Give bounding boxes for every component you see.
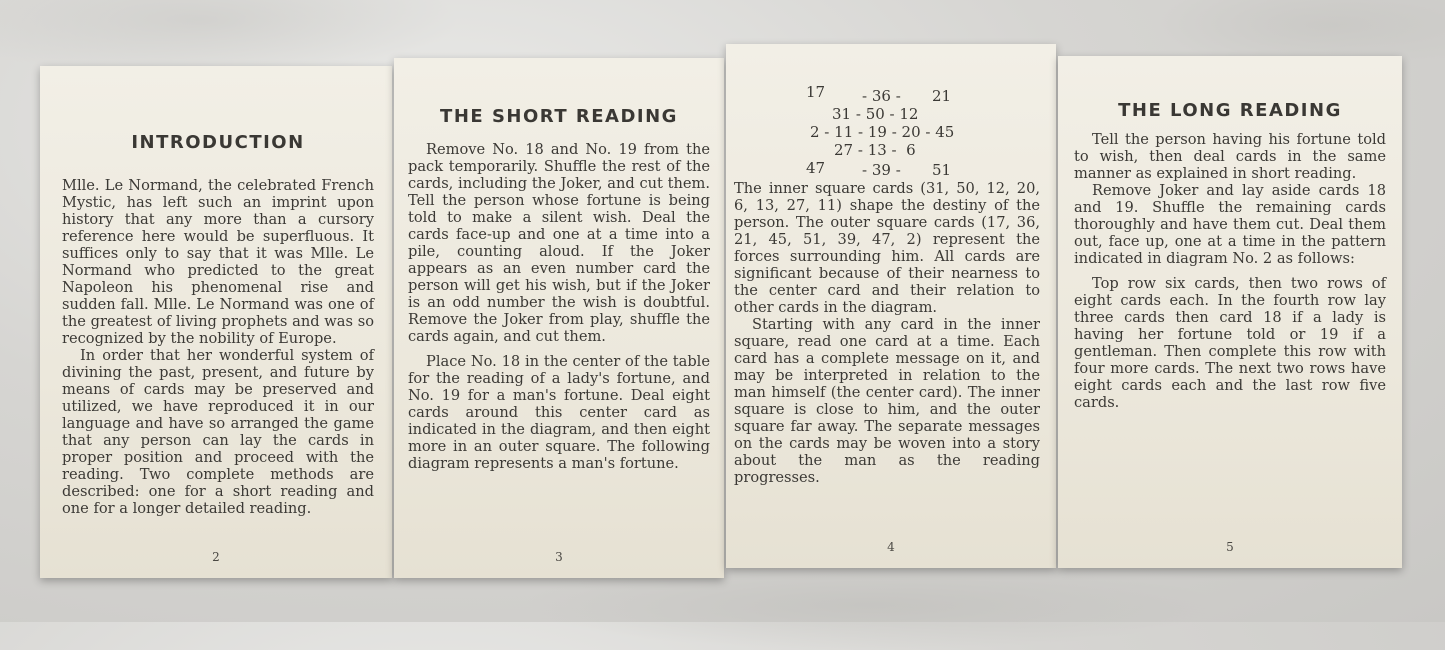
page-title: THE SHORT READING xyxy=(440,106,678,127)
page-number: 3 xyxy=(555,550,563,564)
paragraph: Mlle. Le Normand, the celebrated French Mystic, has left such an imprint upon history that any more than a cursory reference here would be superfluous. It suffices only to say that it was Mlle. Le Normand who predicted to the great Napoleon his phenomenal rise and sudden fall. Mlle. Le Normand was one of the greatest of living prophets and was so recognized by the nobility of Europe. xyxy=(62,177,374,347)
card-diagram xyxy=(734,83,1040,179)
paragraph: Starting with any card in the inner square, read one card at a time. Each card has a complete message on it, and may be interpreted in relation to the man himself (the center card). The inner square is close to him, and the outer square far away. The separate messages on the cards may be woven into a story about the man as the reading progresses. xyxy=(734,316,1040,486)
diagram-cell: 21 xyxy=(932,87,952,105)
paragraph: Tell the person having his fortune told to wish, then deal cards in the same manner as explained in short reading. xyxy=(1074,131,1386,182)
fortune-booklet-strip xyxy=(40,44,1402,580)
paragraph: Remove No. 18 and No. 19 from the pack temporarily. Shuffle the rest of the cards, including the Joker, and cut them. Tell the person whose fortune is being told to make a silent wish. Deal the cards face-up and one at a time into a pile, counting aloud. If the Joker appears as an even number card the person will get his wish, but if the Joker is an odd number the wish is doubtful. Remove the Joker from play, shuffle the cards again, and cut them. xyxy=(408,141,710,345)
booklet-page-introduction xyxy=(40,66,392,578)
booklet-page-short-reading xyxy=(394,58,724,578)
diagram-row: 2 - 11 - 19 - 20 - 45 xyxy=(810,123,955,141)
diagram-cell: 51 xyxy=(932,161,952,179)
diagram-row: 31 - 50 - 12 xyxy=(832,105,919,123)
paragraph: Top row six cards, then two rows of eight cards each. In the fourth row lay three cards then card 18 if a lady is having her fortune told or 19 if a gentleman. Then complete this row with four more cards. The next two rows have eight cards each and the last row five cards. xyxy=(1074,275,1386,411)
diagram-cell: - 39 - xyxy=(862,161,901,179)
diagram-row: 27 - 13 - 6 xyxy=(834,141,916,159)
paragraph: The inner square cards (31, 50, 12, 20, 6, 13, 27, 11) shape the destiny of the person. The outer square cards (17, 36, 21, 45, 51, 39, 47, 2) represent the forces surrounding him. All cards are significant because of their nearness to the center card and their relation to other cards in the diagram. xyxy=(734,180,1040,316)
booklet-page-long-reading xyxy=(1058,56,1402,568)
page-number: 4 xyxy=(887,540,895,554)
paragraph: Remove Joker and lay aside cards 18 and 19. Shuffle the remaining cards thoroughly and have them cut. Deal them out, face up, one at a time in the pattern indicated in diagram No. 2 as follows: xyxy=(1074,182,1386,267)
booklet-page-diagram xyxy=(726,44,1056,568)
paragraph: Place No. 18 in the center of the table for the reading of a lady's fortune, and No. 19 for a man's fortune. Deal eight cards around this center card as indicated in the diagram, and then eight more in an outer square. The following diagram represents a man's fortune. xyxy=(408,353,710,472)
page-number: 2 xyxy=(212,550,220,564)
paragraph: In order that her wonderful system of divining the past, present, and future by means of cards may be preserved and utilized, we have reproduced it in our language and have so arranged the game that any person can lay the cards in proper position and proceed with the reading. Two complete methods are described: one for a short reading and one for a longer detailed reading. xyxy=(62,347,374,517)
page-number: 5 xyxy=(1226,540,1234,554)
diagram-cell: 17 xyxy=(806,83,826,101)
page-title: INTRODUCTION xyxy=(131,132,305,153)
page-title: THE LONG READING xyxy=(1118,100,1342,121)
diagram-cell: 47 xyxy=(806,159,826,177)
diagram-cell: - 36 - xyxy=(862,87,901,105)
